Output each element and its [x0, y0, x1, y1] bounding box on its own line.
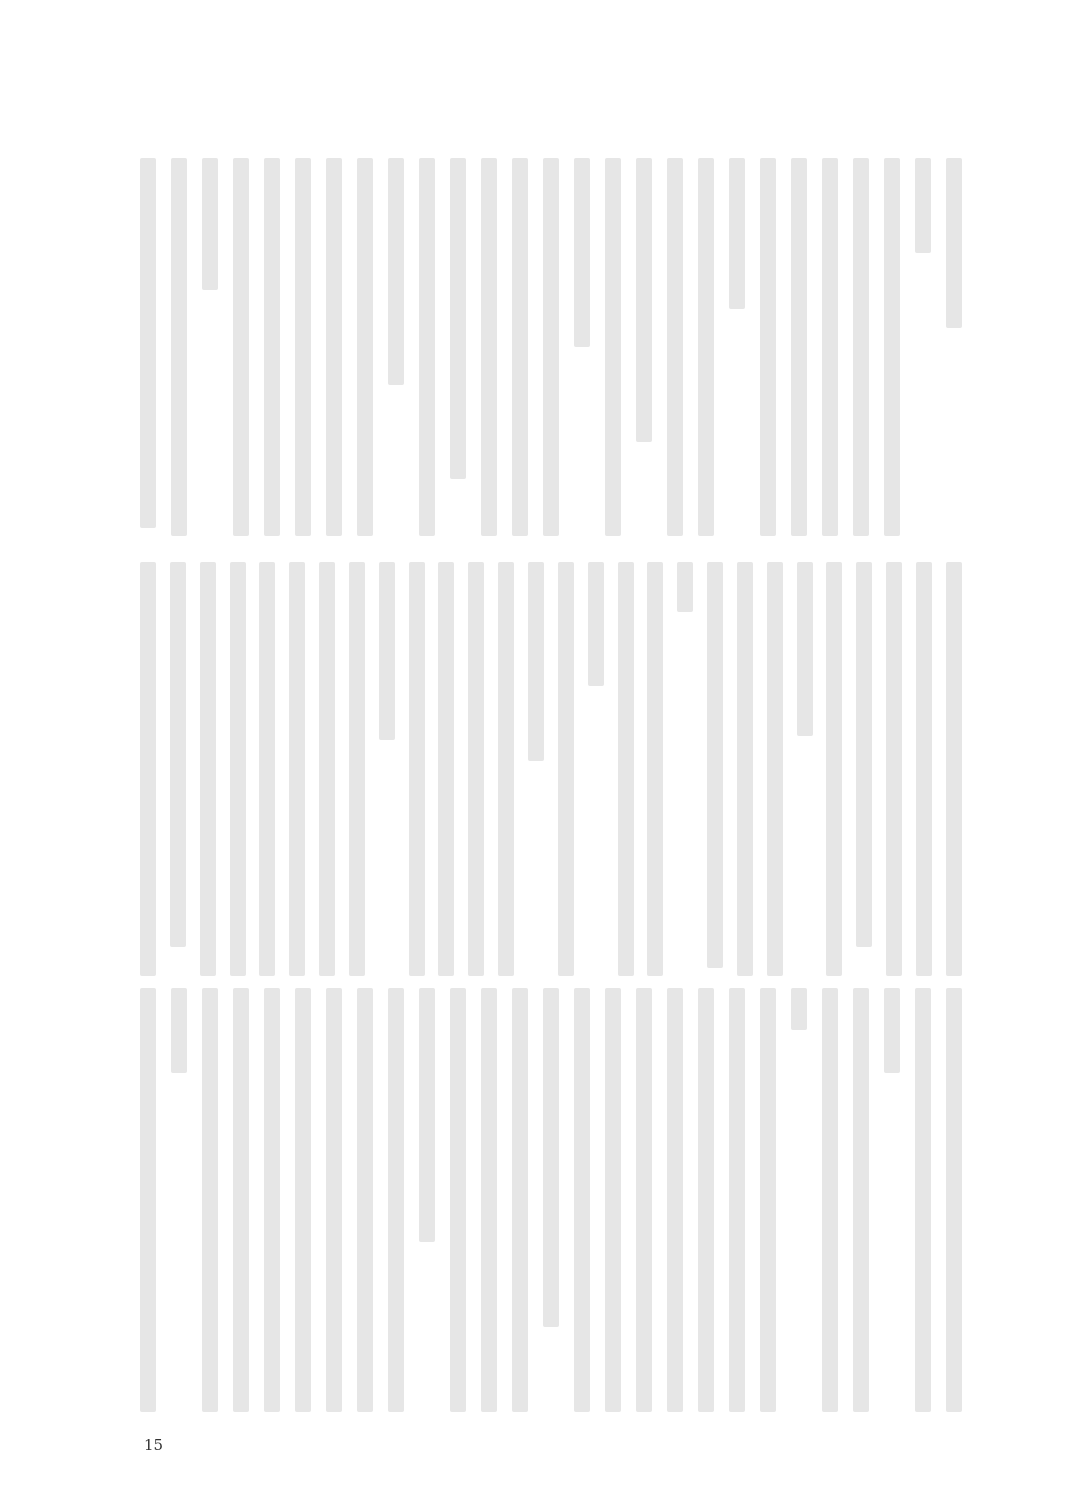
redacted-text-line: [677, 562, 693, 612]
redacted-text-line: [636, 988, 652, 1412]
redacted-text-line: [853, 158, 869, 536]
redacted-text-line: [388, 158, 404, 385]
redacted-text-line: [760, 988, 776, 1412]
redacted-text-line: [558, 562, 574, 976]
redacted-text-line: [202, 158, 218, 290]
redacted-text-line: [326, 988, 342, 1412]
redacted-text-line: [171, 988, 187, 1073]
redacted-text-line: [289, 562, 305, 976]
redacted-text-line: [512, 158, 528, 536]
redacted-text-line: [388, 988, 404, 1412]
redacted-text-line: [822, 158, 838, 536]
redacted-text-line: [264, 988, 280, 1412]
redacted-text-line: [886, 562, 902, 976]
redacted-text-line: [946, 158, 962, 328]
redacted-text-line: [797, 562, 813, 736]
redacted-text-line: [667, 158, 683, 536]
redacted-text-line: [946, 562, 962, 976]
redacted-text-line: [468, 562, 484, 976]
redacted-text-line: [618, 562, 634, 976]
redacted-text-line: [528, 562, 544, 761]
redacted-text-line: [419, 988, 435, 1242]
redacted-text-line: [319, 562, 335, 976]
redacted-text-line: [826, 562, 842, 976]
redacted-text-line: [202, 988, 218, 1412]
redacted-text-line: [349, 562, 365, 976]
redacted-text-line: [605, 988, 621, 1412]
redacted-text-line: [230, 562, 246, 976]
redacted-text-line: [767, 562, 783, 976]
redacted-text-line: [295, 988, 311, 1412]
redacted-text-line: [481, 988, 497, 1412]
redacted-text-line: [259, 562, 275, 976]
redacted-text-line: [698, 988, 714, 1412]
redacted-text-line: [357, 158, 373, 536]
redacted-text-line: [140, 988, 156, 1412]
redacted-text-line: [915, 988, 931, 1412]
redacted-text-line: [698, 158, 714, 536]
redacted-text-line: [574, 988, 590, 1412]
text-tier-top: [140, 158, 962, 536]
redacted-text-line: [729, 158, 745, 309]
redacted-text-line: [409, 562, 425, 976]
redacted-text-line: [512, 988, 528, 1412]
redacted-text-line: [915, 158, 931, 253]
redacted-text-line: [326, 158, 342, 536]
redacted-text-line: [140, 158, 156, 528]
page-number: 15: [144, 1436, 164, 1454]
redacted-text-line: [737, 562, 753, 976]
redacted-text-line: [605, 158, 621, 536]
redacted-text-line: [791, 988, 807, 1030]
redacted-text-line: [233, 158, 249, 536]
redacted-text-line: [543, 158, 559, 536]
redacted-text-line: [647, 562, 663, 976]
redacted-text-line: [822, 988, 838, 1412]
redacted-text-line: [916, 562, 932, 976]
redacted-text-line: [170, 562, 186, 947]
redacted-text-line: [667, 988, 683, 1412]
text-tier-middle: [140, 562, 962, 976]
redacted-text-line: [171, 158, 187, 536]
redacted-text-line: [543, 988, 559, 1327]
redacted-text-line: [481, 158, 497, 536]
redacted-text-line: [729, 988, 745, 1412]
redacted-text-line: [295, 158, 311, 536]
redacted-text-line: [946, 988, 962, 1412]
redacted-text-line: [233, 988, 249, 1412]
redacted-text-line: [760, 158, 776, 536]
redacted-text-line: [450, 158, 466, 479]
redacted-text-line: [264, 158, 280, 536]
redacted-text-line: [200, 562, 216, 976]
redacted-text-line: [419, 158, 435, 536]
redacted-text-line: [853, 988, 869, 1412]
redacted-text-line: [450, 988, 466, 1412]
text-tier-bottom: [140, 988, 962, 1412]
redacted-text-line: [707, 562, 723, 968]
redacted-text-line: [636, 158, 652, 442]
redacted-text-line: [884, 158, 900, 536]
redacted-text-line: [856, 562, 872, 947]
redacted-text-line: [574, 158, 590, 347]
redacted-text-line: [438, 562, 454, 976]
redacted-text-line: [140, 562, 156, 976]
redacted-text-line: [498, 562, 514, 976]
redacted-text-line: [588, 562, 604, 686]
redacted-text-line: [884, 988, 900, 1073]
redacted-text-line: [357, 988, 373, 1412]
redacted-text-line: [791, 158, 807, 536]
redacted-text-line: [379, 562, 395, 740]
